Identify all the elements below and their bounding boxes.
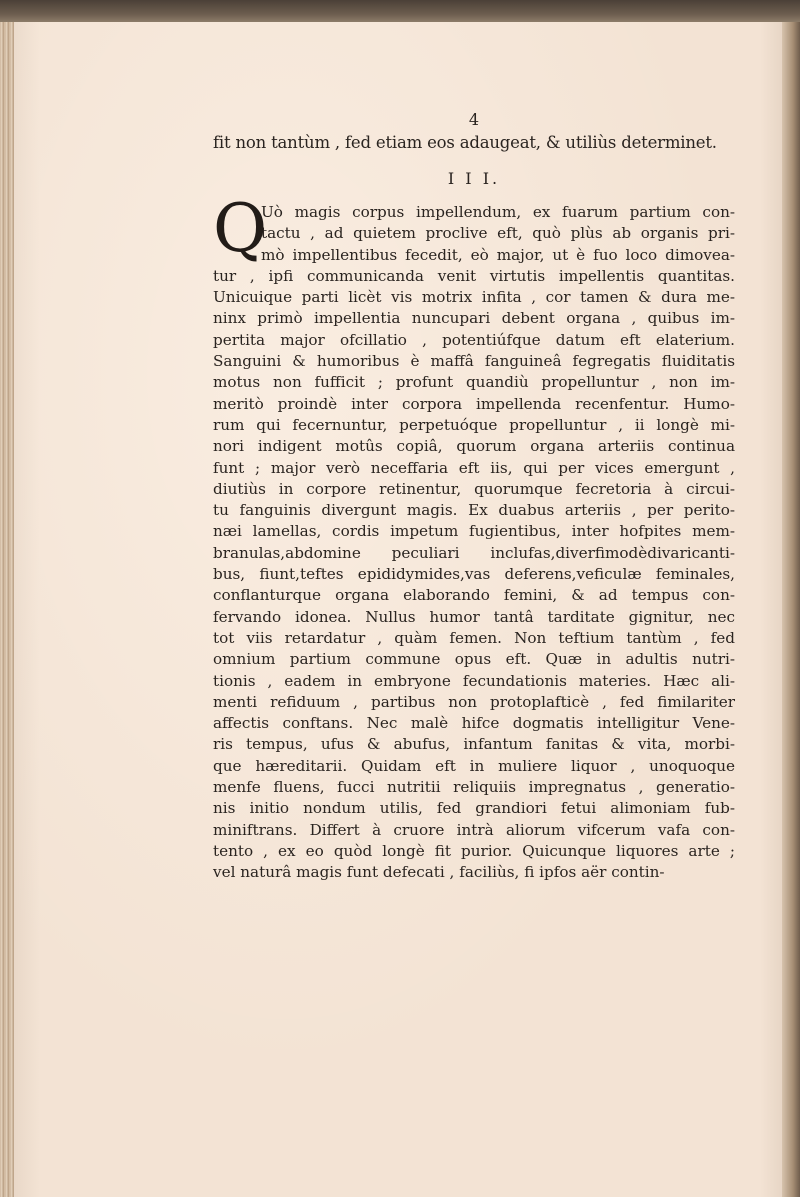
text-line: menti refiduum , partibus non protoplafticè , fed fimilariter xyxy=(213,692,735,711)
page-gutter-right xyxy=(782,22,800,1197)
text-line: miniftrans. Differt à cruore intrà aliorum vifcerum vafa con- xyxy=(213,820,735,839)
text-line: funt ; major verò neceffaria eft iis, qui per vices emergunt , xyxy=(213,458,735,477)
text-line: Unicuique parti licèt vis motrix infita , cor tamen & dura me- xyxy=(213,288,735,307)
text-line: conflanturque organa elaborando femini, & ad tempus con- xyxy=(213,586,735,605)
section-heading: I I I. xyxy=(447,169,501,188)
text-line: rum qui fecernuntur, perpetuóque propelluntur , ii longè mi- xyxy=(213,415,735,434)
text-line: bus, fiunt,teftes epididymides,vas deferens,veficulæ feminales, xyxy=(213,565,735,584)
text-line: tento , ex eo quòd longè fit purior. Quicunque liquores arte ; xyxy=(213,841,735,860)
text-line: affectis conftans. Nec malè hifce dogmatis intelligitur Vene- xyxy=(213,714,735,733)
text-line: omnium partium commune opus eft. Quæ in adultis nutri- xyxy=(213,650,735,669)
page-text-block xyxy=(213,110,735,884)
text-line: ris tempus, ufus & abufus, infantum fanitas & vita, morbi- xyxy=(213,735,735,754)
text-line: ninx primò impellentia nuncupari debent organa , quibus im- xyxy=(213,309,735,328)
text-line: meritò proindè inter corpora impellenda recenfentur. Humo- xyxy=(213,394,735,413)
text-line: mò impellentibus fecedit, eò major, ut è fuo loco dimovea- xyxy=(261,245,735,264)
page-edge-left xyxy=(0,22,14,1197)
text-line: fervando idonea. Nullus humor tantâ tarditate gignitur, nec xyxy=(213,607,735,626)
text-line: tot viis retardatur , quàm femen. Non teftium tantùm , fed xyxy=(213,628,735,647)
text-line: branulas,abdomine peculiari inclufas,diverfimodèdivaricanti- xyxy=(213,543,735,562)
text-line: Sanguini & humoribus è maffâ fanguineâ fegregatis fluiditatis xyxy=(213,352,735,371)
text-line: tur , ipfi communicanda venit virtutis impellentis quantitas. xyxy=(213,266,735,285)
text-line: tactu , ad quietem proclive eft, quò plùs ab organis pri- xyxy=(261,224,735,243)
text-line: næi lamellas, cordis impetum fugientibus, inter hofpites mem- xyxy=(213,522,735,541)
text-line: motus non fufficit ; profunt quandiù propelluntur , non im- xyxy=(213,373,735,392)
text-line: tu fanguinis divergunt magis. Ex duabus arteriis , per perito- xyxy=(213,501,735,520)
text-line: nis initio nondum utilis, fed grandiori fetui alimoniam fub- xyxy=(213,799,735,818)
text-line: Uò magis corpus impellendum, ex fuarum partium con- xyxy=(261,203,735,221)
body-paragraph xyxy=(213,190,735,884)
text-line: nori indigent motûs copiâ, quorum organa arteriis continua xyxy=(213,437,735,456)
text-line: que hæreditarii. Quidam eft in muliere liquor , unoquoque xyxy=(213,756,735,775)
text-line: pertita major ofcillatio , potentiúfque datum eft elaterium. xyxy=(213,330,735,349)
page-number: 4 xyxy=(468,110,480,129)
text-line: diutiùs in corpore retinentur, quorumque fecretoria à circui- xyxy=(213,479,735,498)
carryover-line: fit non tantùm , fed etiam eos adaugeat, & utiliùs determinet. xyxy=(213,133,717,152)
drop-cap-letter: Q xyxy=(213,190,268,267)
text-line: vel naturâ magis funt defecati , faciliùs, fi ipfos aër contin- xyxy=(213,863,665,882)
text-line: menfe fluens, fucci nutritii reliquiis impregnatus , generatio- xyxy=(213,778,735,797)
text-line: tionis , eadem in embryone fecundationis materies. Hæc ali- xyxy=(213,671,735,690)
